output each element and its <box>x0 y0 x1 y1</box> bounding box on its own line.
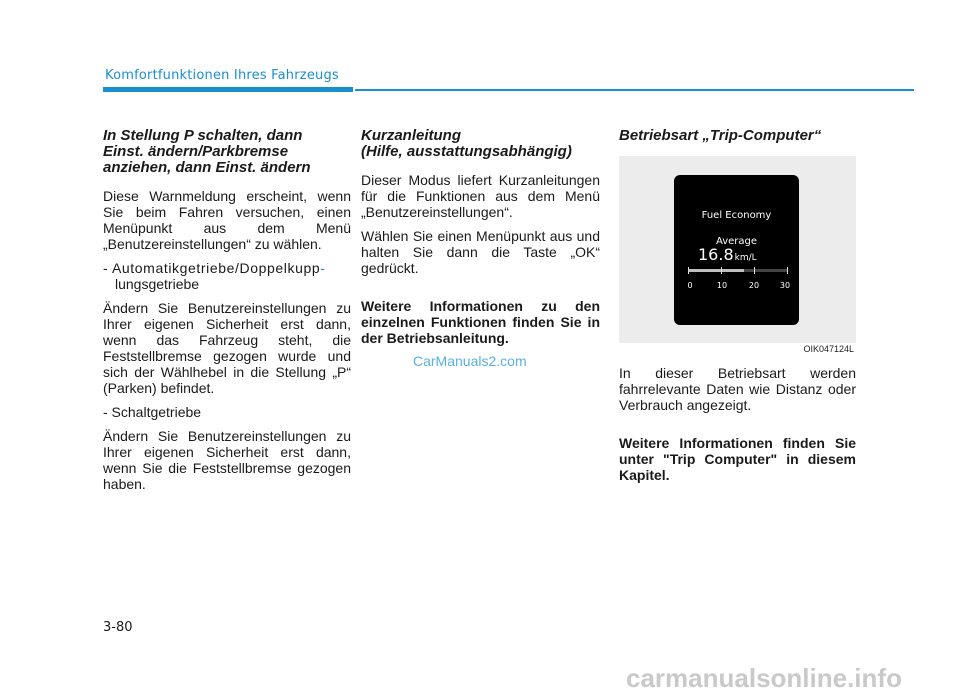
list-item-continuation: lungsgetriebe <box>115 276 200 292</box>
column-1 <box>103 128 351 500</box>
cluster-display <box>674 175 799 325</box>
column-2 <box>361 128 600 354</box>
value-number: 16.8 <box>698 245 734 264</box>
list-item-text: - Automatikgetriebe/Doppelkupp <box>103 260 321 276</box>
column-3 <box>619 128 856 491</box>
display-title: Fuel Economy <box>701 210 772 221</box>
scale-label: 30 <box>779 281 791 290</box>
paragraph: In dieser Betriebsart werden fahrrelevante Daten wie Distanz oder Verbrauch angezeigt. <box>619 365 856 413</box>
section-heading-guide <box>361 128 600 160</box>
section-heading-trip: Betriebsart „Trip-Computer“ <box>619 127 822 144</box>
heading-line: In Stellung P schalten, dann <box>103 127 303 144</box>
gauge-fill <box>688 269 744 272</box>
header-title: Komfortfunktionen Ihres Fahrzeugs <box>105 68 339 83</box>
paragraph: Ändern Sie Benutzereinstellungen zu Ihrer eigenen Sicherheit erst dann, wenn Sie die Feststellbremse gezogen haben. <box>103 428 351 492</box>
heading-line: Kurzanleitung <box>361 127 461 144</box>
hyphen-mark: - <box>320 260 325 276</box>
paragraph: Dieser Modus liefert Kurzanleitungen für die Funktionen aus dem Menü „Benutzereinstellungen“. <box>361 172 600 220</box>
heading-line: anziehen, dann Einst. ändern <box>103 159 311 176</box>
footer-watermark: carmanualsonline.info <box>626 663 902 693</box>
paragraph-bold: Weitere Informationen finden Sie unter "Trip Computer" in diesem Kapitel. <box>619 435 856 483</box>
header-rule-thin <box>355 89 914 91</box>
fuel-gauge <box>688 268 788 274</box>
gauge-tick <box>721 267 722 274</box>
page-number: 3-80 <box>103 620 133 635</box>
watermark-link[interactable]: CarManuals2.com <box>413 353 527 369</box>
scale-label: 0 <box>687 281 693 290</box>
gauge-tick <box>754 267 755 274</box>
gauge-scale <box>687 278 791 290</box>
paragraph-bold: Weitere Informationen zu den einzelnen Funktionen finden Sie in der Betriebsanleitung. <box>361 298 600 346</box>
gauge-tick <box>787 267 788 274</box>
heading-line: Einst. ändern/Parkbremse <box>103 143 289 160</box>
value-unit: km/L <box>734 253 757 263</box>
paragraph: Wählen Sie einen Menüpunkt aus und halten Sie dann die Taste „OK“ gedrückt. <box>361 228 600 276</box>
figure-caption: OIK047124L <box>803 344 854 354</box>
display-subtitle: Average <box>715 236 758 247</box>
cluster-figure <box>619 156 856 354</box>
list-item-automatic <box>103 260 351 292</box>
scale-label: 10 <box>716 281 728 290</box>
header-rule-thick <box>103 87 353 92</box>
list-item-manual: - Schaltgetriebe <box>103 404 202 420</box>
section-heading-park <box>103 128 351 176</box>
fuel-economy-value <box>698 247 757 266</box>
heading-line: (Hilfe, ausstattungsabhängig) <box>361 143 572 160</box>
gauge-tick <box>688 267 689 274</box>
scale-label: 20 <box>748 281 760 290</box>
paragraph: Diese Warnmeldung erscheint, wenn Sie beim Fahren versuchen, einen Menüpunkt aus dem Menü „Benutzereinstellungen“ zu wählen. <box>103 188 351 252</box>
paragraph: Ändern Sie Benutzereinstellungen zu Ihrer eigenen Sicherheit erst dann, wenn das Fahrzeug steht, die Feststellbremse gezogen wurde und sich der Wählhebel in die Stellung „P“ (Parken) befindet. <box>103 300 351 396</box>
